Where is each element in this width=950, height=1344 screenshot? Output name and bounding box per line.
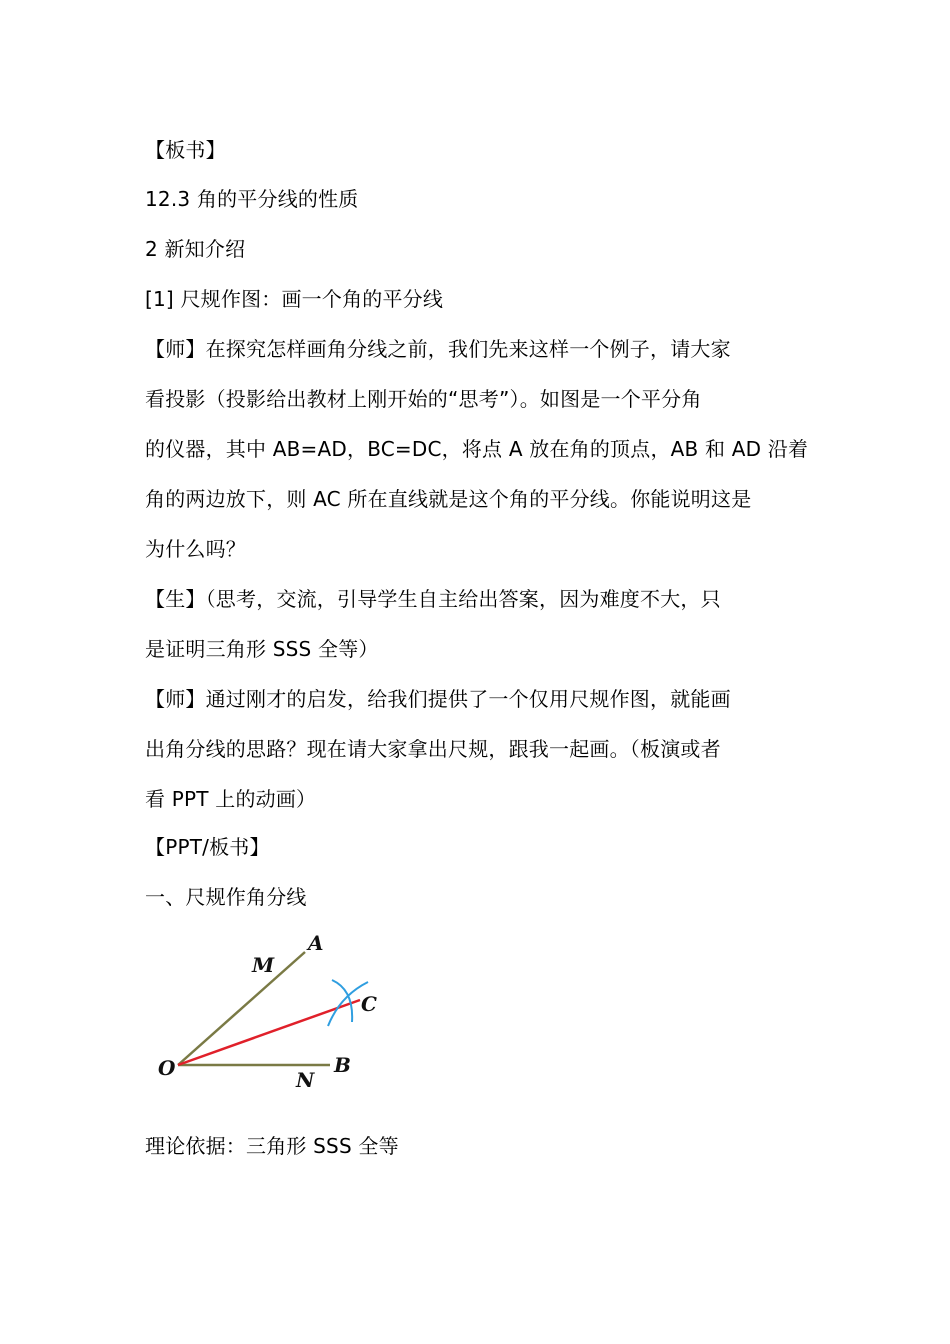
bisector-oc: [178, 1000, 360, 1065]
angle-bisector-diagram: [150, 930, 395, 1095]
subsection-title: 2 新知介绍: [145, 237, 246, 261]
label-a: A: [308, 931, 324, 955]
ppt-board-heading: 【PPT/板书】: [145, 835, 270, 859]
board-heading: 【板书】: [145, 138, 226, 162]
teacher-para-1-line-5: 为什么吗？: [145, 537, 246, 561]
topic-line: [1] 尺规作图：画一个角的平分线: [145, 287, 444, 311]
teacher-para-1-line-3: 的仪器，其中 AB=AD，BC=DC，将点 A 放在角的顶点，AB 和 AD 沿着: [145, 437, 809, 461]
section-title: 12.3 角的平分线的性质: [145, 187, 359, 211]
construction-title: 一、尺规作角分线: [145, 885, 307, 909]
student-para-line-2: 是证明三角形 SSS 全等）: [145, 637, 379, 661]
theory-basis-line: 理论依据：三角形 SSS 全等: [145, 1134, 399, 1158]
teacher-para-1-line-4: 角的两边放下，则 AC 所在直线就是这个角的平分线。你能说明这是: [145, 487, 752, 511]
label-c: C: [361, 992, 377, 1016]
ray-oa: [178, 952, 305, 1065]
label-n: N: [296, 1068, 315, 1092]
teacher-para-1-line-2: 看投影（投影给出教材上刚开始的“思考”）。如图是一个平分角: [145, 387, 702, 411]
student-para-line-1: 【生】（思考，交流，引导学生自主给出答案，因为难度不大，只: [145, 587, 721, 611]
teacher-para-1-line-1: 【师】在探究怎样画角分线之前，我们先来这样一个例子，请大家: [145, 337, 731, 361]
teacher-para-2-line-3: 看 PPT 上的动画）: [145, 787, 317, 811]
teacher-para-2-line-2: 出角分线的思路？现在请大家拿出尺规，跟我一起画。（板演或者: [145, 737, 721, 761]
teacher-para-2-line-1: 【师】通过刚才的启发，给我们提供了一个仅用尺规作图，就能画: [145, 687, 731, 711]
label-o: O: [158, 1056, 176, 1080]
label-b: B: [334, 1053, 351, 1077]
label-m: M: [252, 953, 275, 977]
